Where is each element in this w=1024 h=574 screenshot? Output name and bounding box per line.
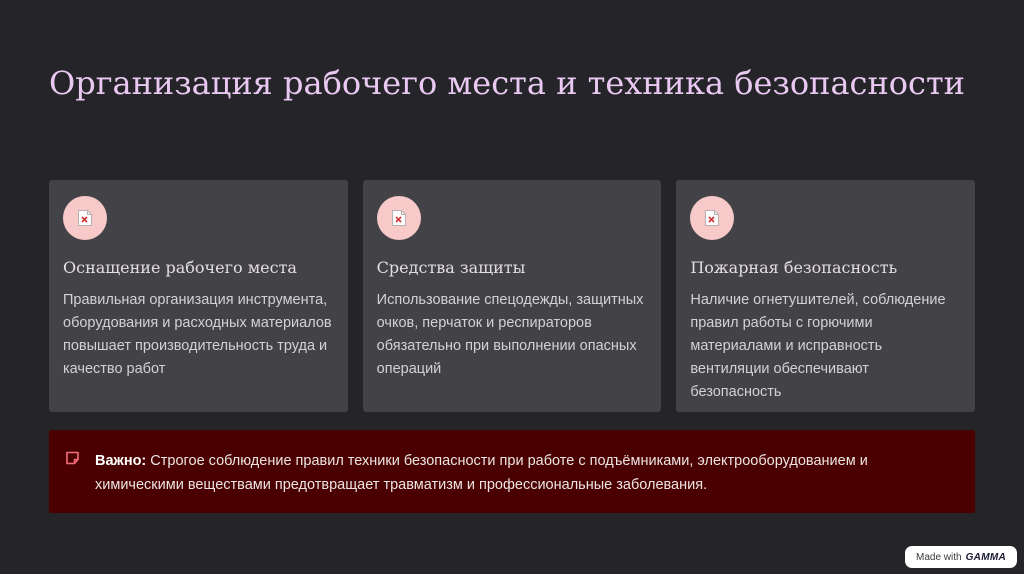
broken-image-icon	[63, 196, 107, 240]
card-fire-safety	[676, 180, 975, 412]
card-title: Средства защиты	[376, 258, 526, 277]
card-title: Пожарная безопасность	[690, 258, 898, 277]
card-protective-equipment	[363, 180, 662, 412]
card-workplace-equipment	[49, 180, 348, 412]
card-text: Использование спецодежды, защитных очков, перчаток и респираторов обязательно при выполнении опасных операций	[376, 292, 644, 377]
page-title: Организация рабочего места и техника безопасности	[49, 64, 965, 102]
callout-body: Строгое соблюдение правил техники безопасности при работе с подъёмниками, электрооборудованием и химическими веществами предотвращает травматизм и профессиональные заболевания.	[95, 453, 868, 493]
made-with-gamma-badge[interactable]	[905, 546, 1017, 568]
important-callout	[49, 430, 975, 513]
broken-image-icon	[377, 196, 421, 240]
callout-text	[95, 449, 929, 497]
note-icon	[65, 450, 81, 466]
card-title: Оснащение рабочего места	[63, 258, 297, 277]
broken-image-icon	[690, 196, 734, 240]
card-text: Наличие огнетушителей, соблюдение правил работы с горючими материалами и исправность вентиляции обеспечивают безопасность	[690, 292, 946, 400]
callout-label: Важно:	[95, 453, 147, 469]
badge-prefix: Made with	[916, 551, 962, 563]
gamma-logo: GAMMA	[965, 551, 1006, 563]
cards-row	[49, 180, 975, 412]
card-text: Правильная организация инструмента, оборудования и расходных материалов повышает производительность труда и качество работ	[63, 292, 332, 377]
